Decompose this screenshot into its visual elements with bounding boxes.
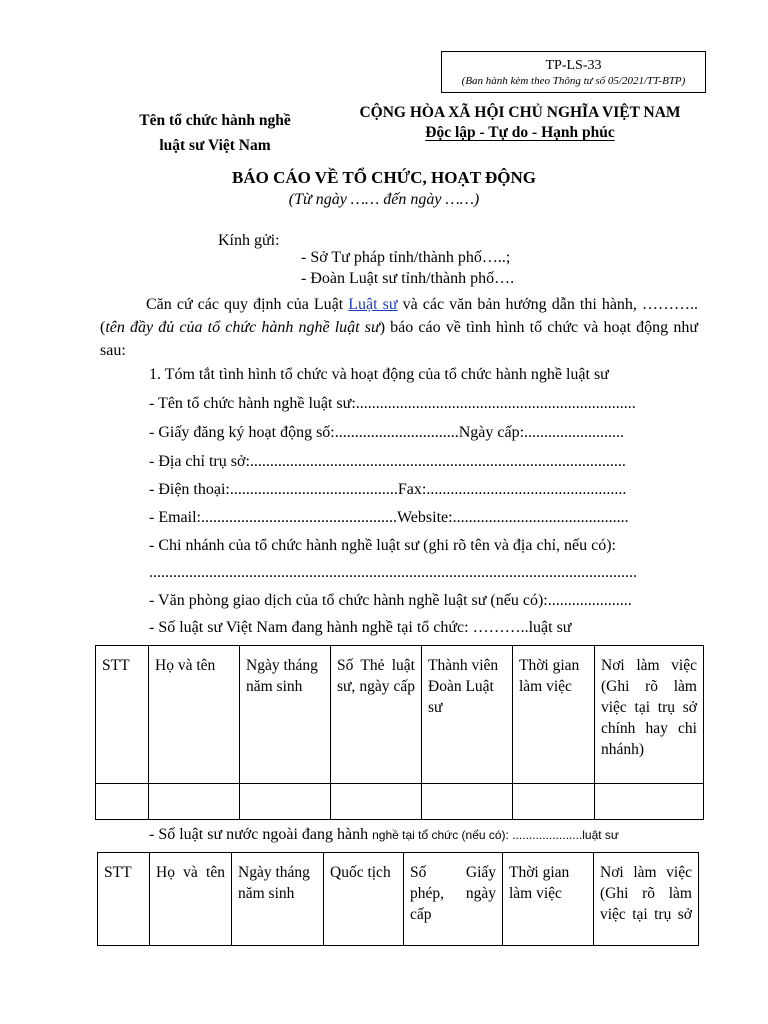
national-heading xyxy=(320,103,720,143)
field-branches-dots: .......................................................................................................................... xyxy=(149,564,637,581)
foreign-lawyers-table xyxy=(97,852,699,946)
report-period: (Từ ngày …… đến ngày ……) xyxy=(288,191,480,208)
law-link[interactable]: Luật sư xyxy=(348,296,398,313)
table-header-cell: Nơi làm việc (Ghi rõ làm việc tại trụ sở xyxy=(594,853,699,946)
table-header-cell: STT xyxy=(96,646,149,784)
table-cell[interactable] xyxy=(595,784,704,820)
field-vn-lawyer-count: - Số luật sư Việt Nam đang hành nghề tại tổ chức: ………..luật sư xyxy=(149,619,572,636)
recipient-label: Kính gửi: xyxy=(218,232,280,249)
field-phone-fax: - Điện thoại:..........................................Fax:.................................................. xyxy=(149,481,627,498)
table-header-row xyxy=(96,646,704,784)
table-header-cell: Ngày tháng năm sinh xyxy=(240,646,331,784)
field-email-website: - Email:.................................................Website:............................................ xyxy=(149,509,629,526)
table-header-cell: Thời gian làm việc xyxy=(513,646,595,784)
recipient-item: - Đoàn Luật sư tỉnh/thành phố…. xyxy=(301,270,515,287)
table-header-cell: STT xyxy=(98,853,150,946)
table-cell[interactable] xyxy=(96,784,149,820)
table-header-cell: Thành viên Đoàn Luật sư xyxy=(422,646,513,784)
field-transaction-office: - Văn phòng giao dịch của tổ chức hành nghề luật sư (nếu có):..................... xyxy=(149,592,632,609)
table-header-cell: Quốc tịch xyxy=(324,853,404,946)
field-foreign-lawyer-count: - Số luật sư nước ngoài đang hành nghề tại tổ chức (nếu có): .....................luật sư xyxy=(149,826,619,843)
table-header-cell: Ngày tháng năm sinh xyxy=(232,853,324,946)
field-address: - Địa chỉ trụ sở:.............................................................................................. xyxy=(149,453,626,470)
field-registration: - Giấy đăng ký hoạt động số:...............................Ngày cấp:......................... xyxy=(149,424,625,441)
table-cell[interactable] xyxy=(331,784,422,820)
table-cell[interactable] xyxy=(513,784,595,820)
table-cell[interactable] xyxy=(422,784,513,820)
table-cell[interactable] xyxy=(149,784,240,820)
intro-paragraph: Căn cứ các quy định của Luật Luật sư và các văn bản hướng dẫn thi hành, ……….. (tên đầy đủ của tổ chức hành nghề luật sư) báo cáo về tình hình tổ chức và hoạt động như sau: xyxy=(100,296,699,359)
field-branches: - Chi nhánh của tổ chức hành nghề luật sư (ghi rõ tên và địa chỉ, nếu có): xyxy=(149,537,616,554)
table-row xyxy=(96,784,704,820)
report-title: BÁO CÁO VỀ TỔ CHỨC, HOẠT ĐỘNG xyxy=(232,168,536,187)
table-header-cell: Nơi làm việc (Ghi rõ làm việc tại trụ sở chính hay chi nhánh) xyxy=(595,646,704,784)
nation-name: CỘNG HÒA XÃ HỘI CHỦ NGHĨA VIỆT NAM xyxy=(359,104,681,121)
vn-lawyers-table xyxy=(95,645,704,820)
table-header-cell: Số Thẻ luật sư, ngày cấp xyxy=(331,646,422,784)
table-header-cell: Thời gian làm việc xyxy=(503,853,594,946)
section-1-heading: 1. Tóm tắt tình hình tổ chức và hoạt động của tổ chức hành nghề luật sư xyxy=(149,366,609,383)
form-note: (Ban hành kèm theo Thông tư số 05/2021/TT-BTP) xyxy=(461,75,686,87)
form-code: TP-LS-33 xyxy=(545,58,602,73)
table-header-row xyxy=(98,853,699,946)
recipient-item: - Sở Tư pháp tỉnh/thành phố…..; xyxy=(301,249,511,266)
national-motto: Độc lập - Tự do - Hạnh phúc xyxy=(425,124,615,141)
table-cell[interactable] xyxy=(240,784,331,820)
table-header-cell: Số Giấy phép, ngày cấp xyxy=(404,853,503,946)
table-header-cell: Họ và tên xyxy=(149,646,240,784)
form-code-box xyxy=(441,51,706,93)
organization-name: Tên tổ chức hành nghề luật sư Việt Nam xyxy=(139,112,291,154)
field-org-name: - Tên tổ chức hành nghề luật sư:...................................................................... xyxy=(149,395,636,412)
table-header-cell: Họ và tên xyxy=(150,853,232,946)
